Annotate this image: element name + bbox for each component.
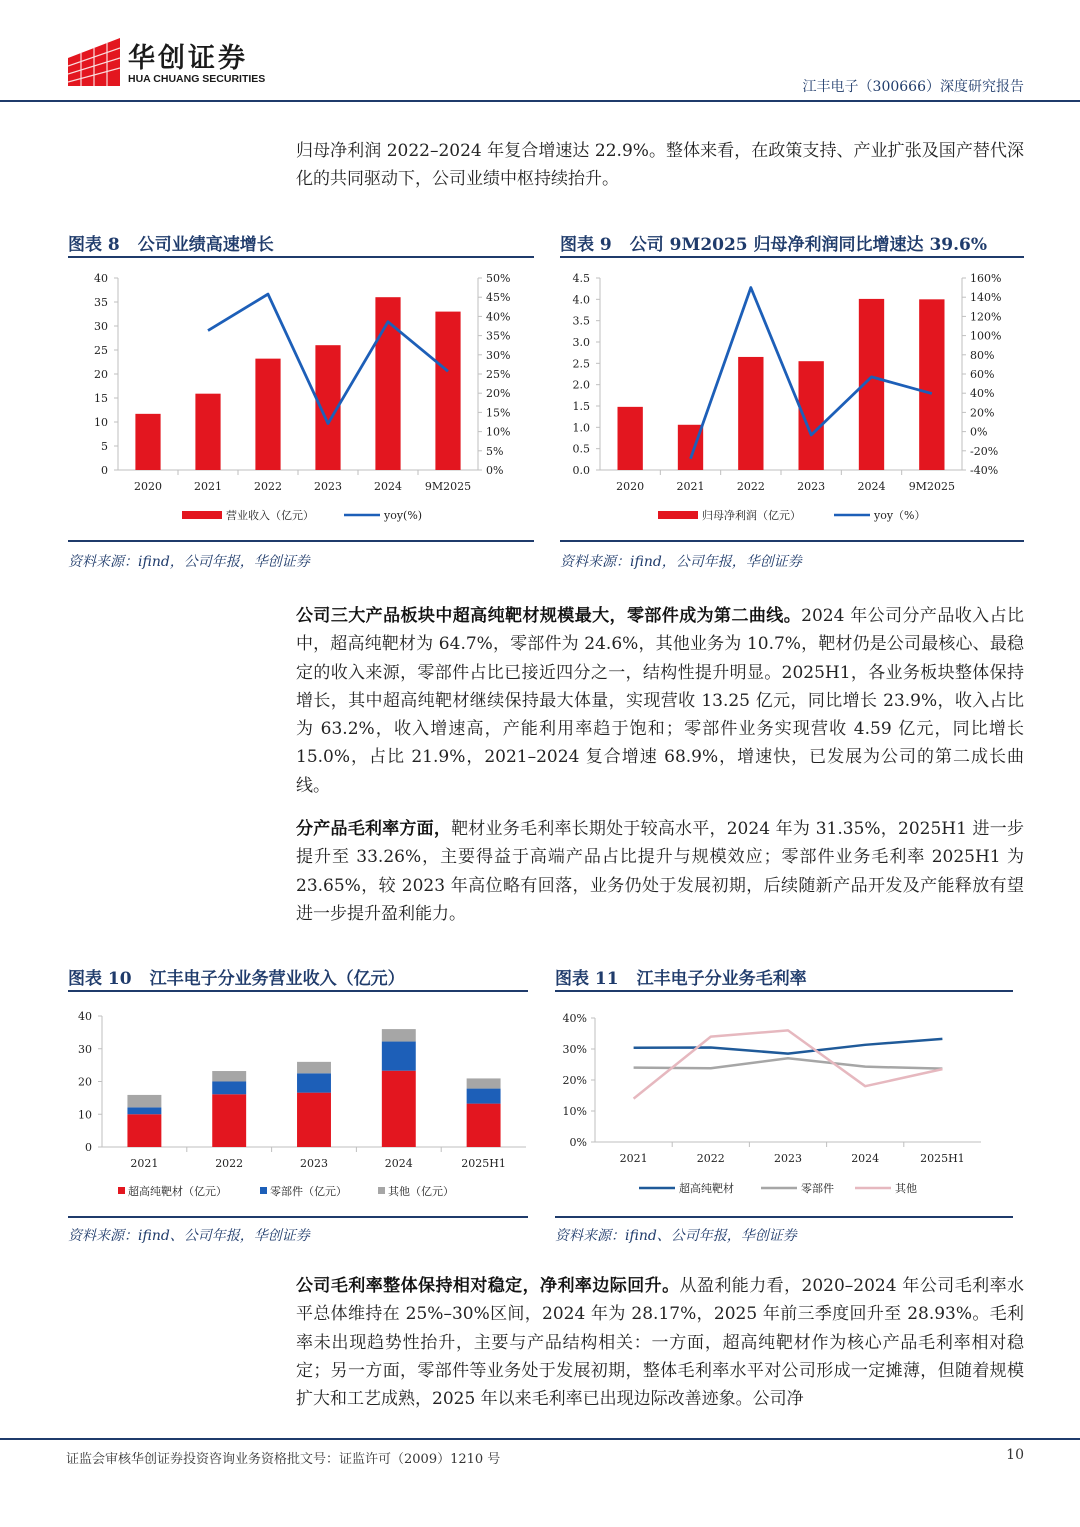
figure-11-title bbox=[555, 964, 807, 989]
figure-10-bar-segment bbox=[382, 1029, 416, 1041]
figure-10-x-label: 2023 bbox=[300, 1157, 328, 1170]
figure-10-bar-segment bbox=[127, 1114, 161, 1147]
figure-9-caption: 公司 9M2025 归母净利润同比增速达 39.6% bbox=[629, 235, 988, 255]
figure-9-bar-2022 bbox=[738, 357, 763, 470]
figure-11-x-label: 2023 bbox=[774, 1152, 802, 1165]
figure-11-x-label: 2025H1 bbox=[920, 1152, 965, 1165]
paragraph-3-body: 靶材业务毛利率长期处于较高水平，2024 年为 31.35%，2025H1 进一步提升至 33.26%，主要得益于高端产品占比提升与规模效应；零部件业务毛利率 2025H1 为 23.65%，较 2023 年高位略有回落，业务仍处于发展初期，后续随新产品开发及产能释放有望进一步提升盈利能力。 bbox=[296, 819, 1025, 924]
figure-8-left-tick-label: 40 bbox=[94, 272, 108, 285]
logo-text-en: HUA CHUANG SECURITIES bbox=[128, 73, 266, 85]
figure-10-x-label: 2022 bbox=[215, 1157, 244, 1170]
figure-10-bar-segment bbox=[467, 1089, 501, 1104]
figure-9-right-tick-label: 80% bbox=[970, 348, 995, 362]
figure-9-bottom-rule bbox=[560, 540, 1024, 542]
figure-9-number: 图表 9 bbox=[560, 235, 612, 255]
figure-9-legend-line-label: yoy（%） bbox=[874, 509, 926, 522]
figure-9-left-tick-label: 2.0 bbox=[572, 378, 590, 392]
figure-11-y-tick-label: 30% bbox=[562, 1043, 587, 1056]
figure-11-series-line-1 bbox=[634, 1039, 943, 1054]
figure-8-left-tick-label: 5 bbox=[101, 440, 108, 453]
figure-9-right-tick-label: 20% bbox=[970, 406, 995, 420]
figure-8-left-tick-label: 20 bbox=[94, 368, 108, 381]
figure-8-left-tick-label: 10 bbox=[94, 416, 108, 429]
figure-10-legend-s2-label: 零部件（亿元） bbox=[270, 1185, 347, 1198]
figure-11-x-label: 2024 bbox=[851, 1152, 880, 1165]
figure-10-y-tick-label: 10 bbox=[78, 1108, 92, 1122]
logo-mark bbox=[68, 38, 120, 86]
figure-11-legend-s3-label: 其他 bbox=[895, 1182, 917, 1195]
logo-text-cn: 华创证券 bbox=[128, 43, 248, 74]
figure-8-right-tick-label: 45% bbox=[486, 291, 511, 305]
figure-11-legend-s1-label: 超高纯靶材 bbox=[679, 1182, 734, 1195]
paragraph-3 bbox=[296, 815, 1024, 928]
figure-9-left-tick-label: 1.0 bbox=[572, 421, 590, 435]
figure-10-bar-segment bbox=[467, 1104, 501, 1147]
figure-11-legend-s2-label: 零部件 bbox=[801, 1182, 834, 1195]
figure-10-legend-s2-swatch bbox=[260, 1187, 267, 1194]
figure-9-left-tick-label: 0.5 bbox=[572, 442, 590, 456]
figure-8-left-tick-label: 30 bbox=[94, 320, 108, 333]
figure-10-bottom-rule bbox=[68, 1216, 528, 1218]
figure-10-legend-s3-label: 其他（亿元） bbox=[388, 1185, 454, 1198]
figure-9-x-label: 9M2025 bbox=[908, 480, 955, 493]
figure-11-y-tick-label: 10% bbox=[562, 1105, 587, 1118]
paragraph-2-lead: 公司三大产品板块中超高纯靶材规模最大，零部件成为第二曲线。 bbox=[296, 606, 802, 626]
figure-11-chart bbox=[555, 998, 1013, 1210]
figure-10-y-tick-label: 0 bbox=[85, 1141, 92, 1154]
figure-10-x-label: 2025H1 bbox=[461, 1157, 506, 1170]
figure-9-x-label: 2020 bbox=[616, 480, 645, 493]
figure-10-y-tick-label: 40 bbox=[78, 1010, 92, 1023]
footer-license: 证监会审核华创证券投资咨询业务资格批文号：证监许可（2009）1210 号 bbox=[66, 1452, 501, 1467]
figure-9-right-tick-label: 120% bbox=[970, 310, 1002, 324]
figure-8-number: 图表 8 bbox=[68, 235, 120, 255]
figure-11-bottom-rule bbox=[555, 1216, 1013, 1218]
figure-9-legend-bar-label: 归母净利润（亿元） bbox=[702, 509, 801, 522]
figure-9-left-tick-label: 1.5 bbox=[572, 400, 590, 413]
figure-8-right-tick-label: 20% bbox=[486, 387, 511, 401]
figure-9-source: 资料来源：ifind，公司年报，华创证券 bbox=[560, 554, 802, 570]
figure-11-series-line-3 bbox=[634, 1030, 943, 1098]
figure-8-right-tick-label: 0% bbox=[486, 464, 504, 477]
figure-10-bar-segment bbox=[382, 1042, 416, 1071]
figure-9-rule bbox=[560, 256, 1024, 258]
figure-10-bar-segment bbox=[212, 1082, 246, 1095]
figure-10-bar-segment bbox=[382, 1071, 416, 1147]
figure-8-chart bbox=[68, 262, 534, 536]
paragraph-4 bbox=[296, 1272, 1024, 1413]
figure-8-x-label: 2022 bbox=[254, 480, 282, 493]
figure-8-rule bbox=[68, 256, 534, 258]
figure-11-number: 图表 11 bbox=[555, 969, 619, 989]
figure-11-rule bbox=[555, 990, 1013, 992]
figure-11-y-tick-label: 20% bbox=[562, 1074, 587, 1087]
figure-8-right-tick-label: 35% bbox=[486, 329, 511, 343]
report-title: 江丰电子（300666）深度研究报告 bbox=[802, 79, 1024, 95]
figure-9-x-label: 2024 bbox=[857, 480, 886, 493]
figure-10-legend-s3-swatch bbox=[378, 1187, 385, 1194]
figure-9-right-tick-label: 40% bbox=[970, 387, 995, 401]
figure-8-right-tick-label: 25% bbox=[486, 368, 511, 381]
paragraph-4-body: 从盈利能力看，2020–2024 年公司毛利率水平总体维持在 25%–30%区间，2024 年为 28.17%，2025 年前三季度回升至 28.93%。毛利率未出现趋势性抬升，主要与产品结构相关：一方面，超高纯靶材作为核心产品毛利率相对稳定；另一方面，零部件等业务处于发展初期，整体毛利率水平对公司形成一定摊薄，但随着规模扩大和工艺成熟，2025 年以来毛利率已出现边际改善迹象。公司净 bbox=[296, 1276, 1024, 1410]
paragraph-4-lead: 公司毛利率整体保持相对稳定，净利率边际回升。 bbox=[296, 1276, 680, 1296]
figure-10-title bbox=[68, 964, 405, 989]
paragraph-2-body: 2024 年公司分产品收入占比中，超高纯靶材为 64.7%，零部件为 24.6%，其他业务为 10.7%，靶材仍是公司最核心、最稳定的收入来源，零部件占比已接近四分之一，结构性提升明显。2025H1，各业务板块整体保持增长，其中超高纯靶材继续保持最大体量，实现营收 13.25 亿元，同比增长 23.9%，收入占比为 63.2%，收入增速高，产能利用率趋于饱和；零部件业务实现营收 4.59 亿元，同比增长 15.0%，占比 21.9%，2021–2024 复合增速 68.9%，增速快，已发展为公司的第二成长曲线。 bbox=[296, 606, 1024, 796]
figure-10-source: 资料来源：ifind、公司年报，华创证券 bbox=[68, 1228, 310, 1244]
figure-11-x-label: 2021 bbox=[619, 1152, 648, 1165]
figure-9-left-tick-label: 0.0 bbox=[572, 464, 590, 477]
figure-10-rule bbox=[68, 990, 528, 992]
figure-8-bar-9M2025 bbox=[435, 312, 460, 470]
figure-8-bar-2020 bbox=[135, 414, 160, 470]
figure-8-left-tick-label: 15 bbox=[94, 392, 108, 405]
figure-9-x-label: 2022 bbox=[736, 480, 765, 493]
figure-8-left-tick-label: 0 bbox=[101, 464, 108, 477]
figure-8-bottom-rule bbox=[68, 540, 534, 542]
figure-10-bar-segment bbox=[297, 1093, 331, 1147]
figure-10-chart bbox=[68, 998, 528, 1210]
figure-9-left-tick-label: 4.0 bbox=[572, 293, 590, 307]
figure-11-caption: 江丰电子分业务毛利率 bbox=[636, 969, 807, 989]
figure-9-right-tick-label: 100% bbox=[970, 329, 1002, 343]
figure-8-source: 资料来源：ifind，公司年报，华创证券 bbox=[68, 554, 310, 570]
figure-11-y-tick-label: 0% bbox=[569, 1136, 587, 1149]
figure-9-legend-bar-swatch bbox=[658, 511, 698, 519]
figure-9-right-tick-label: 60% bbox=[970, 368, 995, 381]
figure-10-bar-segment bbox=[127, 1107, 161, 1114]
figure-9-left-tick-label: 4.5 bbox=[572, 272, 590, 285]
figure-10-bar-segment bbox=[127, 1095, 161, 1107]
figure-8-x-label: 2024 bbox=[374, 480, 402, 493]
figure-8-right-tick-label: 40% bbox=[486, 310, 511, 324]
figure-9-right-tick-label: -40% bbox=[970, 464, 999, 477]
figure-8-right-tick-label: 30% bbox=[486, 348, 511, 362]
figure-9-chart bbox=[560, 262, 1024, 536]
figure-10-y-tick-label: 20 bbox=[78, 1075, 92, 1089]
figure-10-number: 图表 10 bbox=[68, 969, 132, 989]
figure-8-legend-bar-swatch bbox=[182, 511, 222, 519]
figure-9-left-tick-label: 3.5 bbox=[572, 314, 590, 328]
figure-10-legend-s1-label: 超高纯靶材（亿元） bbox=[128, 1185, 227, 1198]
figure-10-bar-segment bbox=[467, 1078, 501, 1088]
figure-9-title bbox=[560, 230, 987, 255]
figure-8-legend-line-label: yoy(%) bbox=[384, 509, 423, 522]
figure-8-x-label: 9M2025 bbox=[424, 480, 472, 493]
figure-10-x-label: 2024 bbox=[384, 1157, 413, 1170]
paragraph-1: 归母净利润 2022–2024 年复合增速达 22.9%。整体来看，在政策支持、产业扩张及国产替代深化的共同驱动下，公司业绩中枢持续抬升。 bbox=[296, 141, 1024, 190]
figure-10-y-tick-label: 30 bbox=[78, 1042, 92, 1056]
figure-9-right-tick-label: 160% bbox=[970, 272, 1002, 285]
figure-10-x-label: 2021 bbox=[130, 1157, 159, 1170]
figure-8-caption: 公司业绩高速增长 bbox=[137, 235, 274, 255]
footer-divider bbox=[0, 1438, 1080, 1440]
figure-10-bar-segment bbox=[297, 1073, 331, 1092]
figure-8-x-label: 2021 bbox=[194, 480, 222, 493]
figure-9-right-tick-label: 140% bbox=[970, 291, 1002, 305]
figure-9-bar-9M2025 bbox=[919, 299, 944, 470]
figure-8-right-tick-label: 50% bbox=[486, 272, 511, 285]
figure-10-bar-segment bbox=[212, 1094, 246, 1147]
figure-8-right-tick-label: 5% bbox=[486, 444, 504, 458]
figure-8-left-tick-label: 35 bbox=[94, 296, 108, 309]
figure-9-x-label: 2021 bbox=[676, 480, 705, 493]
figure-10-legend-s1-swatch bbox=[118, 1187, 125, 1194]
figure-8-title bbox=[68, 230, 274, 255]
header-divider bbox=[0, 100, 1080, 102]
figure-8-x-label: 2020 bbox=[134, 480, 162, 493]
page-number: 10 bbox=[1006, 1447, 1024, 1463]
figure-8-left-tick-label: 25 bbox=[94, 344, 108, 357]
figure-9-bar-2020 bbox=[617, 407, 642, 470]
figure-8-legend-bar-label: 营业收入（亿元） bbox=[226, 509, 314, 522]
figure-11-source: 资料来源：ifind、公司年报，华创证券 bbox=[555, 1228, 797, 1244]
paragraph-2 bbox=[296, 602, 1024, 800]
figure-9-left-tick-label: 2.5 bbox=[572, 357, 590, 371]
figure-8-bar-2021 bbox=[195, 394, 220, 470]
figure-10-bar-segment bbox=[212, 1071, 246, 1081]
figure-8-x-label: 2023 bbox=[314, 480, 342, 493]
figure-10-bar-segment bbox=[297, 1062, 331, 1073]
figure-9-x-label: 2023 bbox=[797, 480, 826, 493]
figure-11-y-tick-label: 40% bbox=[562, 1012, 587, 1025]
figure-11-x-label: 2022 bbox=[696, 1152, 725, 1165]
figure-9-right-tick-label: 0% bbox=[970, 425, 988, 439]
figure-9-left-tick-label: 3.0 bbox=[572, 336, 590, 349]
figure-8-right-tick-label: 15% bbox=[486, 406, 511, 420]
figure-10-caption: 江丰电子分业务营业收入（亿元） bbox=[149, 969, 405, 989]
paragraph-3-lead: 分产品毛利率方面， bbox=[296, 819, 452, 839]
figure-9-right-tick-label: -20% bbox=[970, 444, 999, 458]
figure-8-bar-2022 bbox=[255, 359, 280, 470]
figure-8-right-tick-label: 10% bbox=[486, 425, 511, 439]
